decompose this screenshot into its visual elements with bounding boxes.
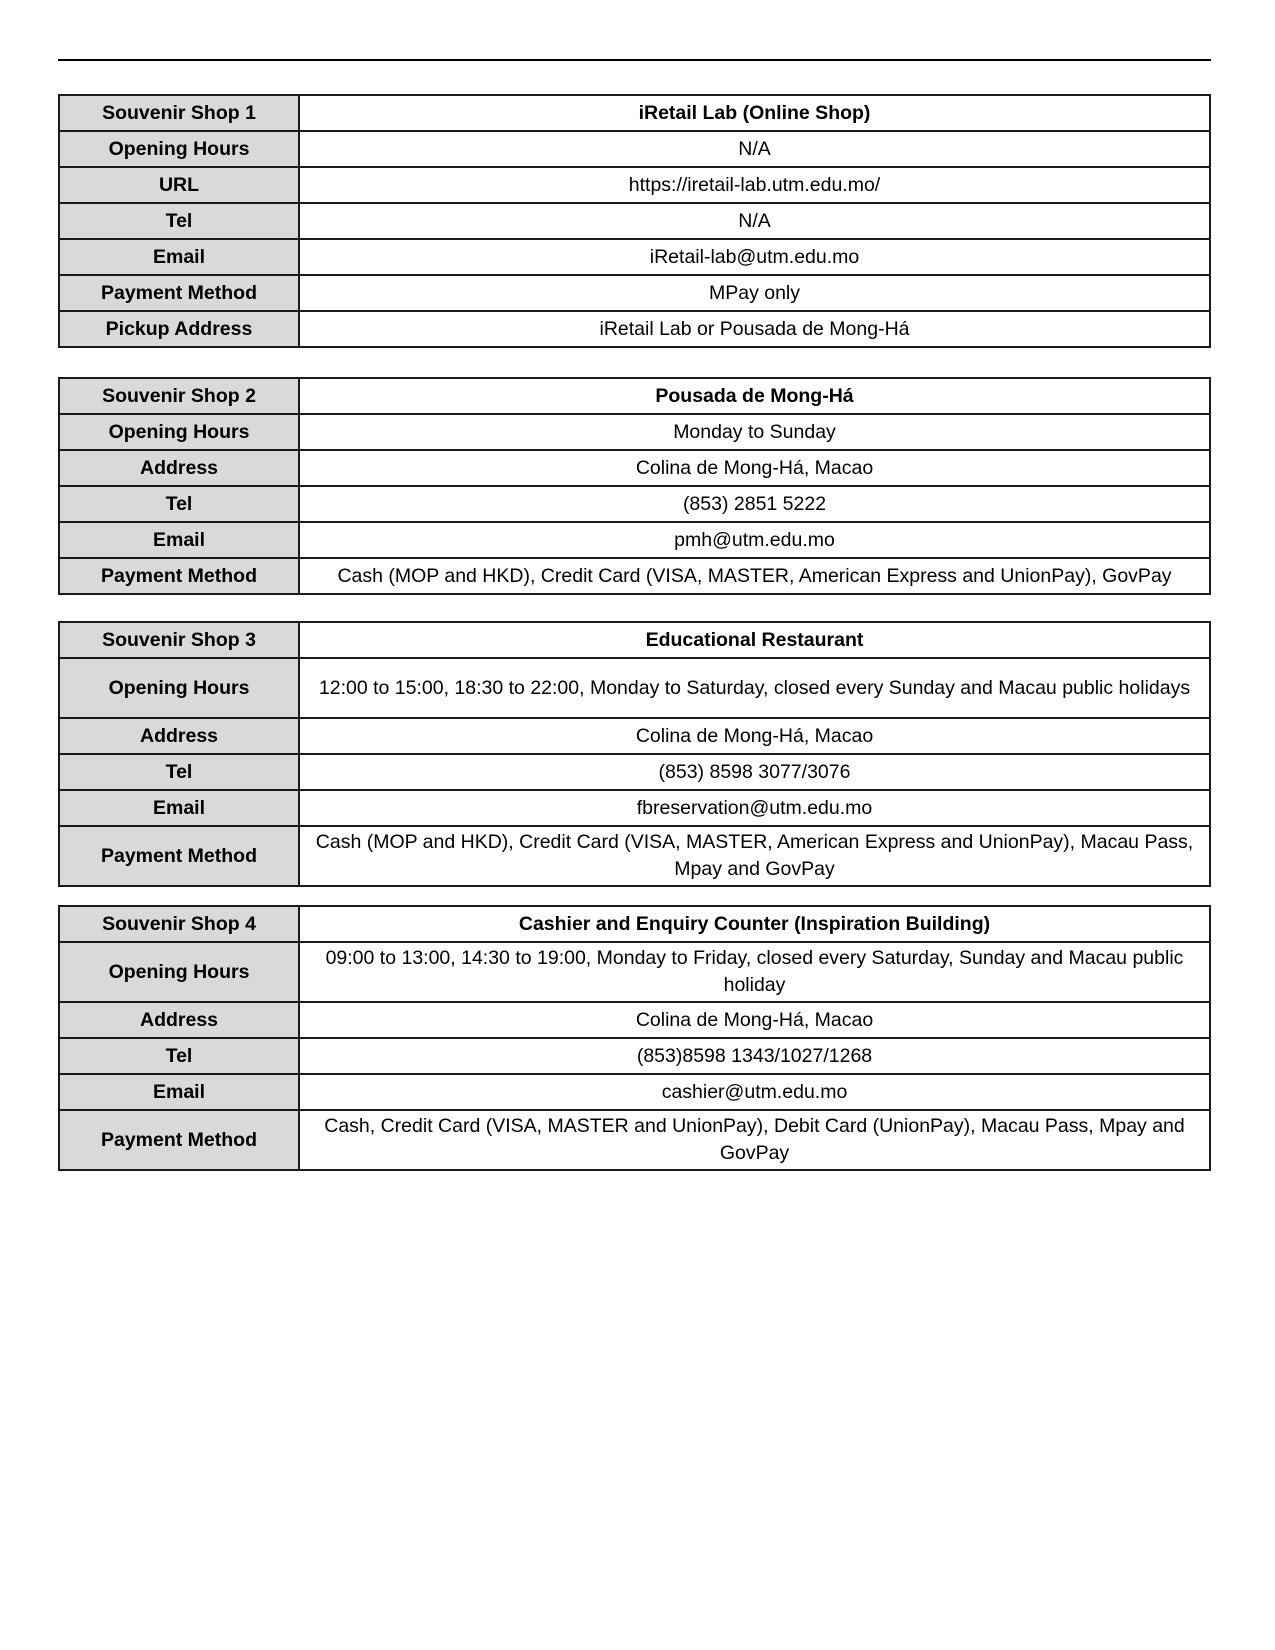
table-row xyxy=(59,1002,1210,1038)
shop-label: Souvenir Shop 2 xyxy=(59,378,299,414)
row-label: Opening Hours xyxy=(59,414,299,450)
table-row xyxy=(59,414,1210,450)
table-header-row xyxy=(59,378,1210,414)
row-label: Email xyxy=(59,1074,299,1110)
address-value: Colina de Mong-Há, Macao xyxy=(299,1002,1210,1038)
row-label: Email xyxy=(59,522,299,558)
table-header-row xyxy=(59,622,1210,658)
shop-table-3 xyxy=(58,621,1211,887)
shop-table-4 xyxy=(58,905,1211,1171)
shop-name: iRetail Lab (Online Shop) xyxy=(299,95,1210,131)
table-row xyxy=(59,167,1210,203)
opening-hours-value: Monday to Sunday xyxy=(299,414,1210,450)
tel-value: (853)8598 1343/1027/1268 xyxy=(299,1038,1210,1074)
pickup-address-value: iRetail Lab or Pousada de Mong-Há xyxy=(299,311,1210,347)
payment-method-value: Cash, Credit Card (VISA, MASTER and UnionPay), Debit Card (UnionPay), Macau Pass, Mpay and GovPay xyxy=(299,1110,1210,1170)
shop-label: Souvenir Shop 3 xyxy=(59,622,299,658)
shop-table-2 xyxy=(58,377,1211,595)
address-value: Colina de Mong-Há, Macao xyxy=(299,718,1210,754)
url-value[interactable]: https://iretail-lab.utm.edu.mo/ xyxy=(299,167,1210,203)
payment-method-value: Cash (MOP and HKD), Credit Card (VISA, MASTER, American Express and UnionPay), GovPay xyxy=(299,558,1210,594)
row-label: Opening Hours xyxy=(59,942,299,1002)
row-label: Email xyxy=(59,239,299,275)
shop-label: Souvenir Shop 1 xyxy=(59,95,299,131)
row-label: Opening Hours xyxy=(59,658,299,718)
email-value[interactable]: fbreservation@utm.edu.mo xyxy=(299,790,1210,826)
email-value[interactable]: pmh@utm.edu.mo xyxy=(299,522,1210,558)
table-row xyxy=(59,203,1210,239)
payment-method-value: Cash (MOP and HKD), Credit Card (VISA, MASTER, American Express and UnionPay), Macau Pass, Mpay and GovPay xyxy=(299,826,1210,886)
row-label: Tel xyxy=(59,203,299,239)
table-row xyxy=(59,1074,1210,1110)
table-row xyxy=(59,790,1210,826)
row-label: Address xyxy=(59,718,299,754)
address-value: Colina de Mong-Há, Macao xyxy=(299,450,1210,486)
email-value[interactable]: cashier@utm.edu.mo xyxy=(299,1074,1210,1110)
table-row xyxy=(59,486,1210,522)
table-row xyxy=(59,942,1210,1002)
table-row xyxy=(59,275,1210,311)
row-label: Payment Method xyxy=(59,1110,299,1170)
shop-name: Educational Restaurant xyxy=(299,622,1210,658)
row-label: Address xyxy=(59,450,299,486)
row-label: URL xyxy=(59,167,299,203)
header-rule xyxy=(58,59,1211,61)
shop-name: Pousada de Mong-Há xyxy=(299,378,1210,414)
shop-name: Cashier and Enquiry Counter (Inspiration Building) xyxy=(299,906,1210,942)
table-row xyxy=(59,826,1210,886)
row-label: Address xyxy=(59,1002,299,1038)
table-row xyxy=(59,754,1210,790)
row-label: Tel xyxy=(59,1038,299,1074)
row-label: Payment Method xyxy=(59,275,299,311)
row-label: Tel xyxy=(59,754,299,790)
shop-label: Souvenir Shop 4 xyxy=(59,906,299,942)
opening-hours-value: 12:00 to 15:00, 18:30 to 22:00, Monday to Saturday, closed every Sunday and Macau public holidays xyxy=(299,658,1210,718)
row-label: Pickup Address xyxy=(59,311,299,347)
table-header-row xyxy=(59,906,1210,942)
tel-value: N/A xyxy=(299,203,1210,239)
table-row xyxy=(59,558,1210,594)
table-row xyxy=(59,658,1210,718)
email-value[interactable]: iRetail-lab@utm.edu.mo xyxy=(299,239,1210,275)
row-label: Tel xyxy=(59,486,299,522)
table-header-row xyxy=(59,95,1210,131)
table-row xyxy=(59,450,1210,486)
row-label: Email xyxy=(59,790,299,826)
table-row xyxy=(59,239,1210,275)
opening-hours-value: N/A xyxy=(299,131,1210,167)
table-row xyxy=(59,718,1210,754)
tel-value: (853) 8598 3077/3076 xyxy=(299,754,1210,790)
table-row xyxy=(59,1110,1210,1170)
tel-value: (853) 2851 5222 xyxy=(299,486,1210,522)
opening-hours-value: 09:00 to 13:00, 14:30 to 19:00, Monday to Friday, closed every Saturday, Sunday and Macau public holiday xyxy=(299,942,1210,1002)
shop-table-1 xyxy=(58,94,1211,348)
row-label: Opening Hours xyxy=(59,131,299,167)
table-row xyxy=(59,131,1210,167)
table-row xyxy=(59,1038,1210,1074)
table-row xyxy=(59,311,1210,347)
row-label: Payment Method xyxy=(59,558,299,594)
row-label: Payment Method xyxy=(59,826,299,886)
table-row xyxy=(59,522,1210,558)
payment-method-value: MPay only xyxy=(299,275,1210,311)
